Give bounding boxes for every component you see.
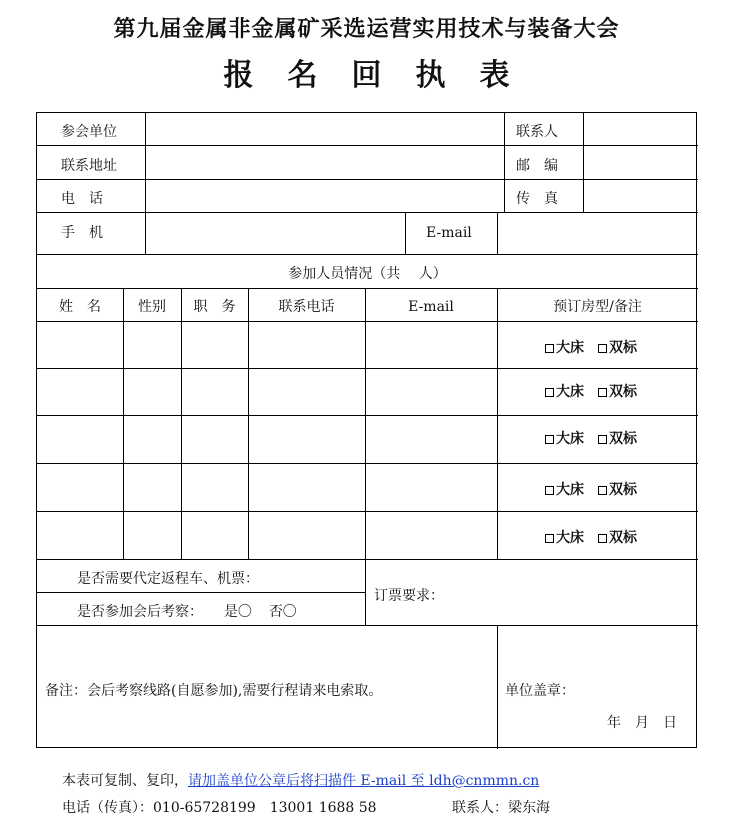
phone-label: 电 话 [61, 191, 103, 207]
seal-date: 年 月 日 [607, 715, 677, 731]
fax-input[interactable] [584, 180, 697, 212]
checkbox-icon [598, 388, 607, 397]
room-twin-checkbox[interactable]: 双标 [598, 531, 637, 545]
remarks-note: 备注：会后考察线路(自愿参加),需要行程请来电索取。 [45, 683, 383, 699]
header-phone: 联系电话 [278, 299, 335, 315]
contact-label: 联系人 [516, 124, 558, 140]
address-input[interactable] [146, 146, 504, 179]
unit-input[interactable] [146, 113, 504, 145]
footer-line-2: 电话（传真）：010-65728199 13001 1688 58 [62, 800, 377, 816]
room-options-row-1 [545, 341, 637, 355]
room-options-row-4 [545, 483, 637, 497]
postcode-label: 邮 编 [516, 158, 558, 174]
address-label: 联系地址 [61, 158, 117, 174]
fax-label: 传 真 [516, 191, 558, 207]
tour-yes-radio[interactable]: 是〇 [223, 604, 252, 620]
email-label: E-mail [426, 225, 472, 241]
room-options-row-5 [545, 531, 637, 545]
tour-no-radio[interactable]: 否〇 [268, 604, 297, 620]
email-instruction-link[interactable]: 请加盖单位公章后将扫描件 E-mail 至 ldh@cnmmn.cn [188, 773, 540, 789]
tour-question: 是否参加会后考察： 是〇 否〇 [77, 604, 297, 620]
header-name: 姓 名 [59, 299, 101, 315]
phone-input[interactable] [146, 180, 504, 212]
attendees-section-title: 参加人员情况（共 人） [288, 266, 447, 282]
room-king-checkbox[interactable]: 大床 [545, 531, 584, 545]
checkbox-icon [598, 435, 607, 444]
header-email: E-mail [408, 299, 454, 315]
checkbox-icon [598, 534, 607, 543]
registration-form [36, 112, 697, 748]
checkbox-icon [545, 388, 554, 397]
unit-label: 参会单位 [61, 124, 117, 140]
checkbox-icon [598, 486, 607, 495]
header-room: 预订房型/备注 [553, 299, 642, 315]
room-twin-checkbox[interactable]: 双标 [598, 432, 637, 446]
footer-line-1: 本表可复制、复印，请加盖单位公章后将扫描件 E-mail 至 ldh@cnmmn.cn [62, 773, 540, 789]
footer-contact: 联系人：梁东海 [452, 800, 550, 816]
checkbox-icon [545, 344, 554, 353]
checkbox-icon [598, 344, 607, 353]
checkbox-icon [545, 534, 554, 543]
booking-requirements-label: 订票要求： [374, 588, 444, 604]
header-gender: 性别 [138, 299, 166, 315]
contact-input[interactable] [584, 113, 697, 145]
room-options-row-3 [545, 432, 637, 446]
room-twin-checkbox[interactable]: 双标 [598, 483, 637, 497]
mobile-label: 手 机 [61, 225, 103, 241]
conference-title: 第九届金属非金属矿采选运营实用技术与装备大会 [113, 17, 620, 42]
room-twin-checkbox[interactable]: 双标 [598, 385, 637, 399]
room-king-checkbox[interactable]: 大床 [545, 483, 584, 497]
checkbox-icon [545, 435, 554, 444]
email-input[interactable] [498, 213, 697, 254]
form-title: 报名回执表 [223, 58, 544, 93]
header-position: 职 务 [193, 299, 236, 315]
seal-label: 单位盖章： [505, 683, 575, 699]
room-king-checkbox[interactable]: 大床 [545, 385, 584, 399]
postcode-input[interactable] [584, 146, 697, 179]
mobile-input[interactable] [146, 213, 405, 254]
room-king-checkbox[interactable]: 大床 [545, 432, 584, 446]
room-options-row-2 [545, 385, 637, 399]
room-king-checkbox[interactable]: 大床 [545, 341, 584, 355]
checkbox-icon [545, 486, 554, 495]
transport-question: 是否需要代定返程车、机票： [77, 571, 259, 587]
room-twin-checkbox[interactable]: 双标 [598, 341, 637, 355]
